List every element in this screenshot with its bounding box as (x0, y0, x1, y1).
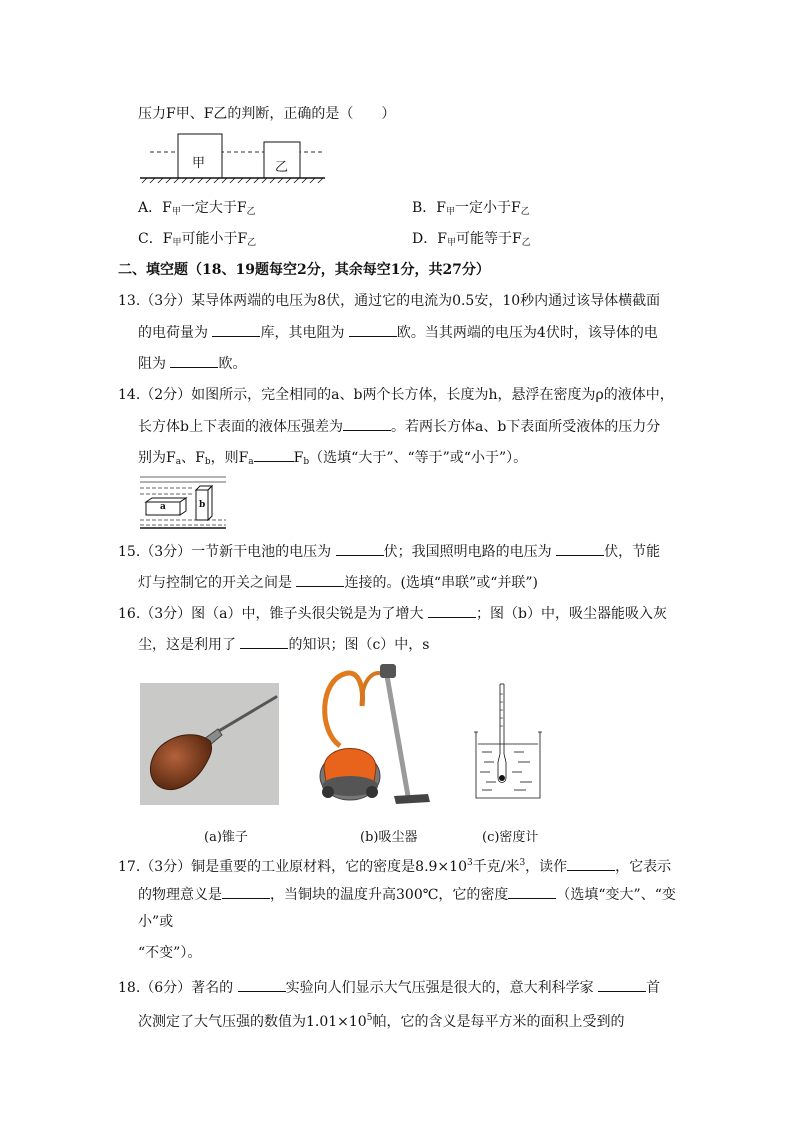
q15-line1: 15.（3分）一节新干电池的电压为 伏；我国照明电路的电压为 伏，节能 (118, 541, 660, 562)
q17-line3: 小”或 (138, 914, 174, 930)
q13-line2: 的电荷量为 库，其电阻为 欧。当其两端的电压为4伏时，该导体的电 (138, 322, 658, 343)
q16-line1: 16.（3分）图（a）中，锥子头很尖锐是为了增大 ；图（b）中，吸尘器能吸入灰 (118, 603, 667, 624)
q14-line2: 长方体b上下表面的液体压强差为 。若两长方体a、b下表面所受液体的压力分 (138, 416, 660, 437)
q17-line2: 的物理意义是 ，当铜块的温度升高300℃，它的密度 （选填“变大”、“变 (138, 884, 676, 905)
q14-blank2[interactable] (254, 447, 294, 462)
q14-figure (140, 474, 226, 530)
caption-vacuum: (b)吸尘器 (360, 830, 418, 845)
q15-blank1[interactable] (336, 541, 384, 556)
q18-line2: 次测定了大气压强的数值为$1.01\times 10^5$帕，它的含义是每平方米的面积上受到的 (138, 1013, 625, 1030)
q18-blank2[interactable] (598, 977, 646, 992)
hydrometer-figure (474, 680, 544, 802)
section-title: 二、填空题（18、19题每空2分，其余每空1分，共27分） (118, 262, 490, 278)
block-jia-label: 甲 (192, 156, 206, 171)
caption-hydrometer: (c)密度计 (482, 830, 539, 845)
q15-blank3[interactable] (296, 572, 344, 587)
option-a[interactable]: A．$F_甲$一定大于$F_乙$ (138, 200, 256, 217)
cuboid-b-label: b (199, 500, 206, 510)
q16-blank1[interactable] (428, 603, 476, 618)
q14-line1: 14.（2分）如图所示，完全相同的a、b两个长方体，长度为h，悬浮在密度为ρ的液体中， (118, 387, 674, 403)
caption-awl: (a)锥子 (204, 830, 248, 845)
q13-blank1[interactable] (212, 322, 260, 337)
option-d[interactable]: D．$F_甲$可能等于$F_乙$ (412, 231, 531, 248)
q16-line2: 尘，这是利用了 的知识；图（c）中，s (138, 634, 429, 655)
q15-blank2[interactable] (556, 541, 604, 556)
option-c[interactable]: C．$F_甲$可能小于$F_乙$ (138, 231, 257, 248)
q18-line1: 18.（6分）著名的 实验向人们显示大气压强是很大的，意大利科学家 首 (118, 977, 660, 998)
vacuum-photo (314, 660, 432, 810)
q13-blank3[interactable] (170, 353, 218, 368)
q16-blank2[interactable] (240, 634, 288, 649)
q12-figure (140, 130, 330, 186)
q17-blank1[interactable] (567, 856, 615, 871)
q13-blank2[interactable] (349, 322, 397, 337)
q13-line3: 阻为 欧。 (138, 353, 246, 374)
q12-stem: 压力F甲、F乙的判断，正确的是（ ） (138, 106, 396, 122)
q17-line1: 17.（3分）铜是重要的工业原材料，它的密度是$8.9\times 10^3$千克/米$^3$，读作 ，它表示 (118, 858, 672, 875)
q17-blank3[interactable] (508, 884, 556, 899)
q13-line1: 13.（3分）某导体两端的电压为8伏，通过它的电流为0.5安，10秒内通过该导体横截面 (118, 293, 661, 309)
q17-line4: “不变”）。 (138, 945, 202, 961)
q18-blank1[interactable] (238, 977, 286, 992)
block-yi-label: 乙 (275, 160, 289, 175)
option-b[interactable]: B．$F_甲$一定小于$F_乙$ (412, 200, 530, 217)
q14-line3: 别为$F_a$、$F_b$，则$F_a$ $F_b$（选填“大于”、“等于”或“小于”）。 (138, 447, 527, 472)
q15-line2: 灯与控制它的开关之间是 连接的。(选填“串联”或“并联”) (138, 572, 538, 593)
cuboid-a-label: a (160, 502, 166, 512)
awl-photo (140, 683, 279, 805)
q17-blank2[interactable] (222, 884, 270, 899)
q14-blank1[interactable] (343, 416, 391, 431)
